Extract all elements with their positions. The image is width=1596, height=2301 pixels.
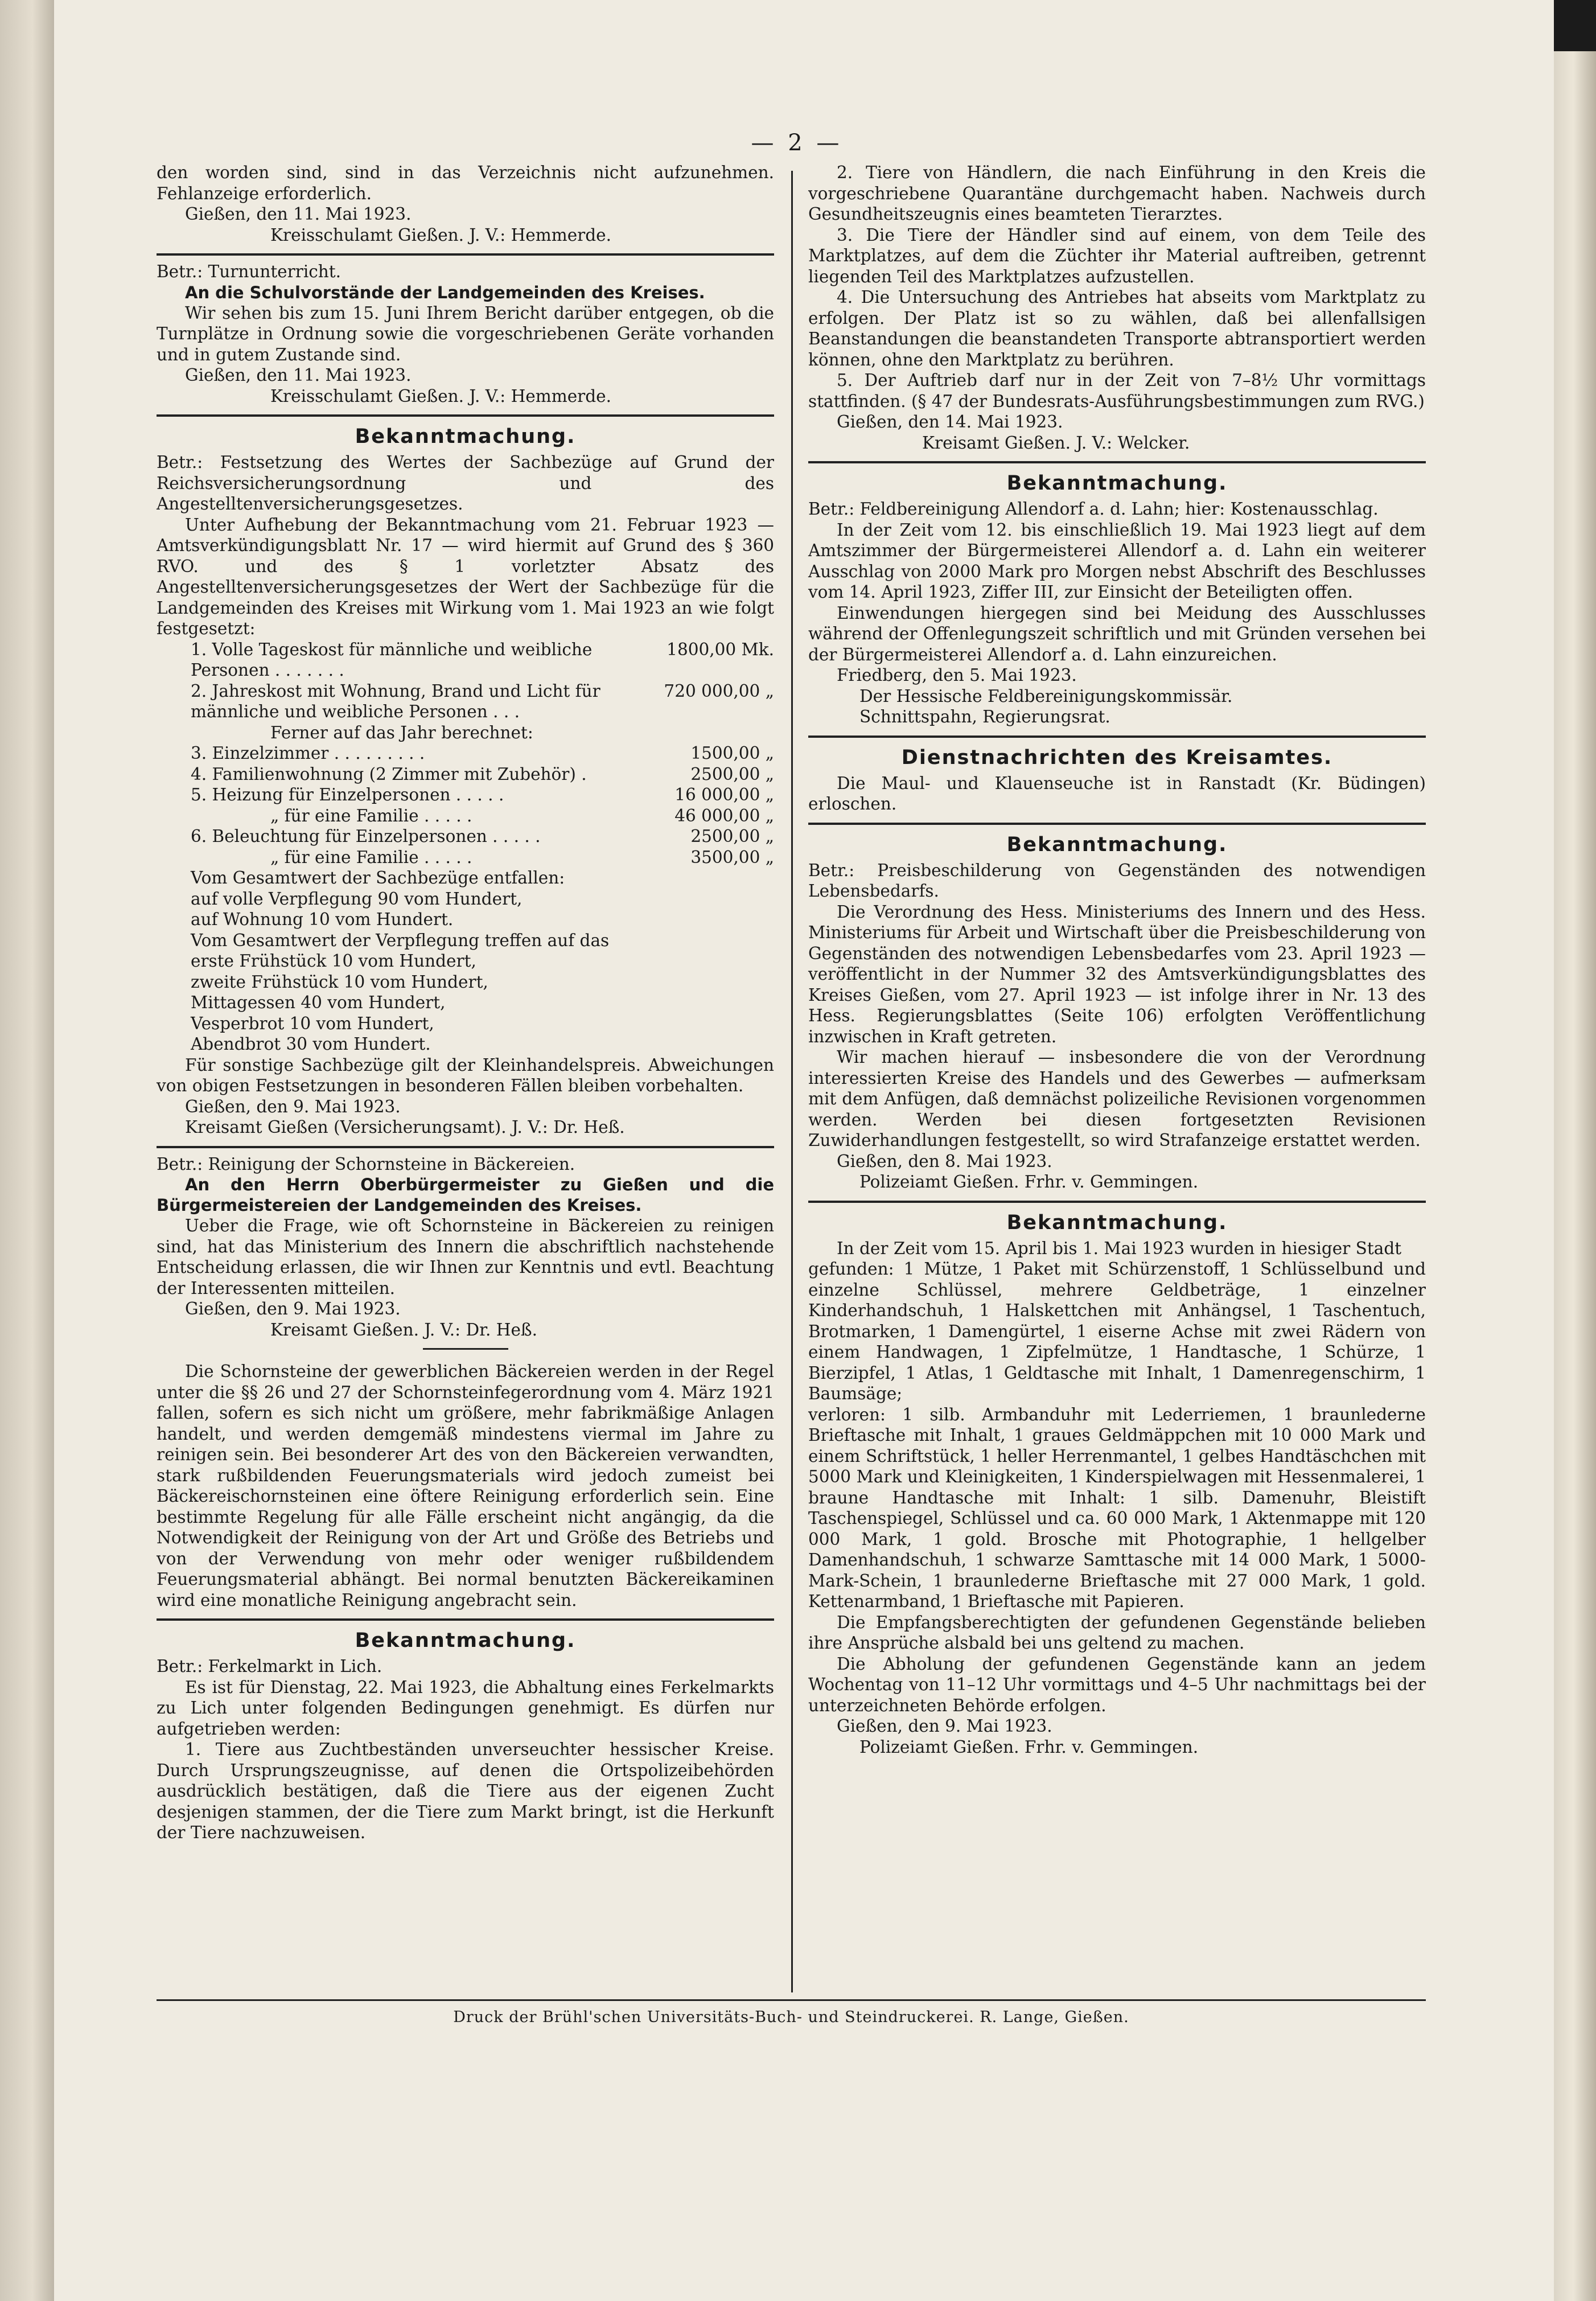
notice-betr: Betr.: Preisbeschilderung von Gegenständen des notwendigen Lebensbedarfs.	[808, 860, 1426, 901]
share-line: Abendbrot 30 vom Hundert.	[191, 1034, 431, 1054]
notice-date: Gießen, den 9. Mai 1923.	[185, 1096, 401, 1116]
notice-continuation	[157, 162, 774, 245]
value-label: „ für eine Familie . . . . .	[270, 806, 472, 825]
notice-fundsachen	[808, 1209, 1426, 1758]
condition-item: 5. Der Auftrieb darf nur in der Zeit von 7–8½ Uhr vormittags stattfinden. (§ 47 der Bundesrats-Ausführungsbestimmungen zum RVG.)	[808, 371, 1426, 411]
share-line: auf volle Verpflegung 90 vom Hundert,	[191, 889, 523, 909]
notice-ferkelmarkt-continued	[808, 162, 1426, 453]
section-rule	[808, 461, 1426, 463]
condition-item: 4. Die Untersuchung des Antriebes hat abseits vom Marktplatz zu erfolgen. Der Platz ist so zu wählen, daß bei allenfallsigen Beanstandungen die beanstandeten Transporte abtransportiert werden können, ohne den Marktplatz zu berühren.	[808, 287, 1426, 369]
notice-dienstnachrichten	[808, 743, 1426, 815]
notice-text: Einwendungen hiergegen sind bei Meidung des Ausschlusses während der Offenlegungszeit schriftlich und mit Gründen versehen bei der Bürgermeisterei Allendorf a. d. Lahn einzureichen.	[808, 603, 1426, 664]
share-line: erste Frühstück 10 vom Hundert,	[191, 951, 476, 971]
notice-addressee: An den Herrn Oberbürgermeister zu Gießen und die Bürgermeistereien der Landgemeinden des Kreises.	[157, 1175, 774, 1215]
notice-signature: Polizeiamt Gießen. Frhr. v. Gemmingen.	[859, 1737, 1199, 1757]
value-row	[157, 681, 774, 722]
left-column	[157, 162, 774, 1843]
value-amount: 2500,00 „	[690, 764, 774, 784]
value-amount: 1800,00 Mk.	[667, 639, 774, 659]
notice-betr: Betr.: Festsetzung des Wertes der Sachbezüge auf Grund der Reichsversicherungsordnung und des Angestelltenversicherungsgesetzes.	[157, 453, 774, 513]
value-row	[157, 743, 774, 764]
value-amount: 16 000,00 „	[674, 785, 774, 804]
value-label: 1. Volle Tageskost für männliche und weibliche Personen . . . . . . .	[191, 639, 593, 680]
value-amount: 3500,00 „	[690, 847, 774, 867]
notice-text: Die Abholung der gefundenen Gegenstände kann an jedem Wochentag von 11–12 Uhr vormittags und 4–5 Uhr nachmittags bei der unterzeichneten Behörde erfolgen.	[808, 1654, 1426, 1715]
value-row	[157, 784, 774, 806]
notice-signature: Kreisschulamt Gießen. J. V.: Hemmerde.	[270, 386, 611, 406]
notice-betr: Betr.: Turnunterricht.	[157, 262, 342, 281]
value-label: 2. Jahreskost mit Wohnung, Brand und Licht für männliche und weibliche Personen . . .	[191, 681, 600, 721]
value-amount: 2500,00 „	[690, 827, 774, 846]
value-label: 6. Beleuchtung für Einzelpersonen . . . . .	[191, 827, 541, 846]
notice-date: Friedberg, den 5. Mai 1923.	[837, 665, 1077, 685]
share-line: Mittagessen 40 vom Hundert,	[191, 993, 446, 1012]
notice-addressee: An die Schulvorstände der Landgemeinden des Kreises.	[185, 282, 705, 302]
notice-preisbeschilderung	[808, 831, 1426, 1193]
value-row	[157, 847, 774, 868]
value-row	[157, 806, 774, 827]
previous-page-edge	[0, 0, 54, 2301]
notice-betr: Betr.: Ferkelmarkt in Lich.	[157, 1657, 382, 1676]
share-line: auf Wohnung 10 vom Hundert.	[191, 910, 454, 929]
notice-signature: Kreisamt Gießen (Versicherungsamt). J. V.: Dr. Heß.	[185, 1117, 625, 1137]
value-label: „ für eine Familie . . . . .	[270, 847, 472, 867]
notice-heading: Bekanntmachung.	[355, 1629, 576, 1652]
share-line: Vesperbrot 10 vom Hundert,	[191, 1013, 434, 1033]
value-subheading: Ferner auf das Jahr berechnet:	[270, 722, 533, 742]
notice-heading: Bekanntmachung.	[355, 425, 576, 448]
notice-text: In der Zeit vom 12. bis einschließlich 19. Mai 1923 liegt auf dem Amtszimmer der Bürgermeisterei Allendorf a. d. Lahn ein weiterer Ausschlag von 2000 Mark pro Morgen nebst Abschrift des Beschlusses vom 14. April 1923, Ziffer III, zur Einsicht der Beteiligten offen.	[808, 520, 1426, 602]
page-number: — 2 —	[751, 130, 843, 156]
condition-item: 1. Tiere aus Zuchtbeständen unverseuchter hessischer Kreise. Durch Ursprungszeugnisse, auf denen die Ortspolizeibehörden ausdrücklich bestätigen, daß die Tiere aus der eigenen Zucht desjenigen stammen, der die Tiere zum Markt bringt, ist die Herkunft der Tiere nachzuweisen.	[157, 1740, 774, 1842]
notice-heading: Bekanntmachung.	[1006, 833, 1228, 856]
notice-text: In der Zeit vom 15. April bis 1. Mai 1923 wurden in hiesiger Stadt	[837, 1238, 1402, 1258]
section-rule	[157, 1618, 774, 1621]
notice-date: Gießen, den 14. Mai 1923.	[837, 412, 1063, 432]
column-divider	[791, 171, 793, 1992]
share-line: zweite Frühstück 10 vom Hundert,	[191, 972, 488, 992]
section-rule	[157, 1146, 774, 1148]
value-row	[157, 826, 774, 847]
notice-text: Die Empfangsberechtigten der gefundenen Gegenstände belieben ihre Ansprüche alsbald bei uns geltend zu machen.	[808, 1612, 1426, 1653]
notice-text: Es ist für Dienstag, 22. Mai 1923, die Abhaltung eines Ferkelmarkts zu Lich unter folgenden Bedingungen genehmigt. Es dürfen nur aufgetrieben werden:	[157, 1677, 774, 1739]
notice-betr: Betr.: Feldbereinigung Allendorf a. d. Lahn; hier: Kostenausschlag.	[808, 499, 1379, 519]
notice-sachbezuege	[157, 422, 774, 1138]
notice-date: Gießen, den 11. Mai 1923.	[185, 204, 412, 224]
share-heading: Vom Gesamtwert der Sachbezüge entfallen:	[191, 868, 565, 887]
value-amount: 1500,00 „	[690, 743, 774, 763]
value-amount: 46 000,00 „	[674, 806, 774, 825]
notice-date: Gießen, den 11. Mai 1923.	[185, 365, 412, 385]
page-stack-edge	[1550, 51, 1596, 2301]
notice-decision-text: Die Schornsteine der gewerblichen Bäckereien werden in der Regel unter die §§ 26 und 27 der Schornsteinfegerordnung vom 4. März 1921 fallen, sofern es sich nicht um größere, mehr fabrikmäßige Anlagen handelt, und werden demgemäß mindestens viermal im Jahre zu reinigen sein. Bei besonderer Art des von den Bäckereien verwandten, stark rußbildenden Feuerungsmaterials wird jedoch zumeist bei Bäckereischornsteinen eine öftere Reinigung erforderlich sein. Eine bestimmte Regelung für alle Fälle erscheint nicht angängig, da die Notwendigkeit der Reinigung von der Art und Größe des Betriebs und von der Verwendung von mehr oder weniger rußbildendem Feuerungsmaterial abhängt. Bei normal benutzten Bäckereikaminen wird eine monatliche Reinigung angebracht sein.	[157, 1362, 774, 1610]
section-rule	[808, 823, 1426, 825]
notice-date: Gießen, den 9. Mai 1923.	[837, 1716, 1052, 1736]
lost-items: verloren: 1 silb. Armbanduhr mit Lederriemen, 1 braunlederne Brieftasche mit Inhalt, 1 graues Geldmäppchen mit 10 000 Mark und einem Schriftstück, 1 heller Herrenmantel, 1 gelbes Handtäschchen mit 5000 Mark und Kleinigkeiten, 1 Kinderspielwagen mit Hessenmalerei, 1 braune Handtasche mit Inhalt: 1 silb. Damenuhr, Bleistift Taschenspiegel, Schlüssel und ca. 60 000 Mark, 1 Aktenmappe mit 120 000 Mark, 1 gold. Brosche mit Photographie, 1 hellgelber Damenhandschuh, 1 schwarze Samttasche mit 14 000 Mark, 1 5000-Mark-Schein, 1 braunlederne Brieftasche mit 27 000 Mark, 1 gold. Kettenarmband, 1 Brieftasche mit Papieren.	[808, 1404, 1426, 1611]
notice-text: Die Maul- und Klauenseuche ist in Ranstadt (Kr. Büdingen) erloschen.	[808, 773, 1426, 813]
section-rule	[808, 736, 1426, 738]
value-row	[157, 764, 774, 785]
notice-signature: Kreisschulamt Gießen. J. V.: Hemmerde.	[270, 225, 611, 245]
value-amount: 720 000,00 „	[664, 681, 774, 701]
notice-closing: Für sonstige Sachbezüge gilt der Kleinhandelspreis. Abweichungen von obigen Festsetzungen in besonderen Fällen bleiben vorbehalten.	[157, 1055, 774, 1095]
notice-date: Gießen, den 8. Mai 1923.	[837, 1151, 1052, 1171]
notice-text: Wir sehen bis zum 15. Juni Ihrem Bericht darüber entgegen, ob die Turnplätze in Ordnung sowie die vorgeschriebenen Geräte vorhanden und in gutem Zustande sind.	[157, 303, 774, 364]
notice-signature: Kreisamt Gießen. J. V.: Welcker.	[922, 433, 1190, 453]
found-items: gefunden: 1 Mütze, 1 Paket mit Schürzenstoff, 1 Schlüsselbund und einzelne Schlüssel, mehrere Geldbeträge, 1 einzelner Kinderhandschuh, 1 Halskettchen mit Anhängsel, 1 Taschentuch, Brotmarken, 1 Damengürtel, 1 eiserne Achse mit zwei Rädern von einem Handwagen, 1 Zipfelmütze, 1 Handtasche, 1 Schürze, 1 Bierzipfel, 1 Atlas, 1 Geldtasche mit Inhalt, 1 Damenregenschirm, 1 Baumsäge;	[808, 1259, 1426, 1403]
notice-signature: Kreisamt Gießen. J. V.: Dr. Heß.	[270, 1320, 538, 1339]
notice-schornsteine	[157, 1154, 774, 1611]
short-divider	[423, 1348, 508, 1350]
footer-rule	[157, 1999, 1426, 2001]
right-column	[808, 162, 1426, 1757]
section-rule	[157, 253, 774, 256]
notice-text: Ueber die Frage, wie oft Schornsteine in Bäckereien zu reinigen sind, hat das Ministerium des Innern die abschriftlich nachstehende Entscheidung erlassen, die wir Ihnen zur Kenntnis und evtl. Beachtung der Interessenten mitteilen.	[157, 1216, 774, 1298]
notice-date: Gießen, den 9. Mai 1923.	[185, 1299, 401, 1318]
notice-text: Wir machen hierauf — insbesondere die von der Verordnung interessierten Kreise des Handels und des Gewerbes — aufmerksam mit dem Anfügen, daß demnächst polizeiliche Revisionen vorgenommen werden. Werden bei diesen fortgesetzten Revisionen Zuwiderhandlungen festgestellt, so wird Strafanzeige erstattet werden.	[808, 1047, 1426, 1150]
share-heading: Vom Gesamtwert der Verpflegung treffen auf das	[191, 930, 610, 950]
notice-ferkelmarkt	[157, 1626, 774, 1843]
notice-heading: Bekanntmachung.	[1006, 472, 1228, 495]
notice-heading: Bekanntmachung.	[1006, 1211, 1228, 1234]
value-row	[157, 639, 774, 681]
notice-turnunterricht	[157, 261, 774, 406]
notice-signature: Polizeiamt Gießen. Frhr. v. Gemmingen.	[859, 1172, 1199, 1191]
value-label: 4. Familienwohnung (2 Zimmer mit Zubehör) .	[191, 764, 587, 784]
notice-signature: Schnittspahn, Regierungsrat.	[859, 707, 1110, 726]
condition-item: 2. Tiere von Händlern, die nach Einführung in den Kreis die vorgeschriebene Quarantäne durchgemacht haben. Nachweis durch Gesundheitszeugnis eines beamteten Tierarztes.	[808, 163, 1426, 224]
notice-text: den worden sind, sind in das Verzeichnis nicht aufzunehmen. Fehlanzeige erforderlich.	[157, 163, 774, 203]
value-label: 5. Heizung für Einzelpersonen . . . . .	[191, 785, 504, 804]
notice-betr: Betr.: Reinigung der Schornsteine in Bäckereien.	[157, 1154, 575, 1174]
notice-feldbereinigung	[808, 469, 1426, 728]
section-rule	[808, 1201, 1426, 1203]
value-label: 3. Einzelzimmer . . . . . . . . .	[191, 743, 425, 763]
condition-item: 3. Die Tiere der Händler sind auf einem, von dem Teile des Marktplatzes, auf dem die Züchter ihr Material auftreiben, getrennt liegenden Teil des Marktplatzes aufzustellen.	[808, 225, 1426, 286]
section-rule	[157, 414, 774, 417]
notice-intro: Unter Aufhebung der Bekanntmachung vom 21. Februar 1923 — Amtsverkündigungsblatt Nr. 17 — wird hiermit auf Grund des § 360 RVO. und des § 1 vorletzter Absatz des Angestelltenversicherungsgesetzes der Wert der Sachbezüge für die Landgemeinden des Kreises mit Wirkung vom 1. Mai 1923 an wie folgt festgesetzt:	[157, 515, 774, 638]
notice-signature: Der Hessische Feldbereinigungskommissär.	[859, 686, 1233, 706]
notice-heading: Dienstnachrichten des Kreisamtes.	[901, 746, 1333, 769]
printer-imprint: Druck der Brühl'schen Universitäts-Buch- und Steindruckerei. R. Lange, Gießen.	[453, 2008, 1129, 2026]
notice-text: Die Verordnung des Hess. Ministeriums des Innern und des Hess. Ministeriums für Arbeit und Wirtschaft über die Preisbeschilderung von Gegenständen des notwendigen Lebensbedarfes vom 23. April 1923 — veröffentlicht in der Nummer 32 des Amtsverkündigungsblattes des Kreises Gießen, vom 27. April 1923 — ist infolge ihrer in Nr. 13 des Hess. Regierungsblattes (Seite 106) erfolgten Veröffentlichung inzwischen in Kraft getreten.	[808, 902, 1426, 1046]
